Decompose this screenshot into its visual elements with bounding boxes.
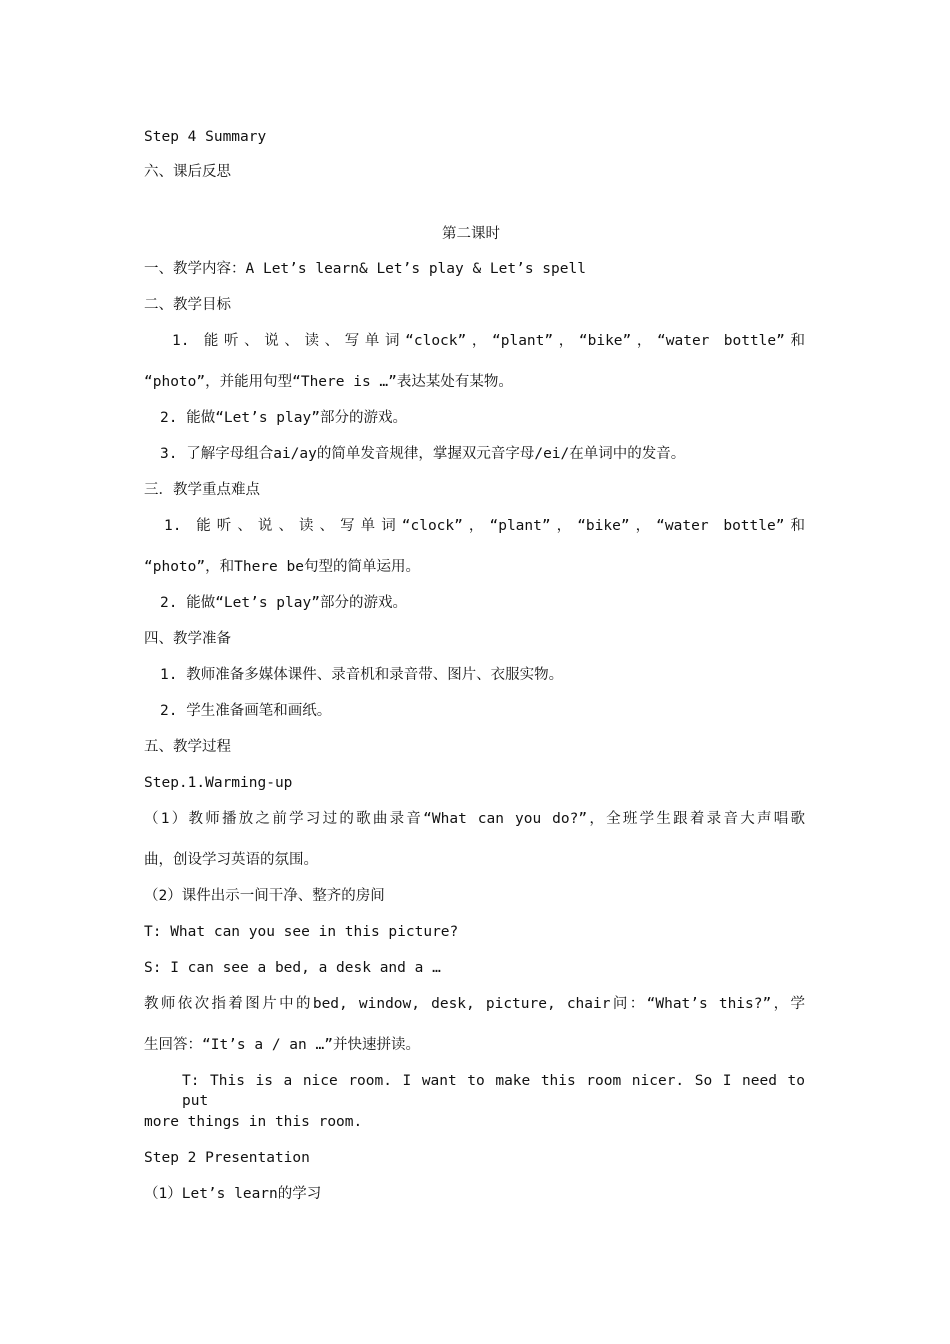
dialogue-teacher-1: T: What can you see in this picture? <box>144 924 459 940</box>
step1-paragraph-1: （1）教师播放之前学习过的歌曲录音“What can you do?”，全班学生跟着录音大声唱歌 <box>144 811 805 827</box>
lesson-title: 第二课时 <box>442 226 500 242</box>
dialogue-student-1: S: I can see a bed, a desk and a … <box>144 960 441 976</box>
step1-paragraph-3-cont: 生回答：“It’s a / an …”并快速拼读。 <box>144 1037 420 1053</box>
section-three-heading: 三．教学重点难点 <box>144 482 260 498</box>
dialogue-teacher-2: T: This is a nice room. I want to make this room nicer. So I need to put <box>182 1073 805 1109</box>
step1-paragraph-1-cont: 曲，创设学习英语的氛围。 <box>144 852 318 868</box>
step4-summary-heading: Step 4 Summary <box>144 129 267 145</box>
dialogue-teacher-2-cont: more things in this room. <box>144 1114 363 1130</box>
goal-item-2: 2. 能做“Let’s play”部分的游戏。 <box>160 410 407 426</box>
keypoint-item-1-cont: “photo”，和There be句型的简单运用。 <box>144 559 420 575</box>
goal-item-1: 1. 能听、说、读、写单词“clock”，“plant”，“bike”，“water bottle”和 <box>172 333 805 349</box>
keypoint-item-2: 2. 能做“Let’s play”部分的游戏。 <box>160 595 407 611</box>
goal-item-1-cont: “photo”，并能用句型“There is …”表达某处有某物。 <box>144 374 513 390</box>
step2-heading: Step 2 Presentation <box>144 1150 310 1166</box>
step1-heading: Step.1.Warming-up <box>144 775 293 791</box>
step1-paragraph-3: 教师依次指着图片中的bed, window, desk, picture, chair问：“What’s this?”，学 <box>144 996 805 1012</box>
step1-paragraph-2: （2）课件出示一间干净、整齐的房间 <box>144 888 385 904</box>
step2-item-1: （1）Let’s learn的学习 <box>144 1186 322 1202</box>
prep-item-1: 1. 教师准备多媒体课件、录音机和录音带、图片、衣服实物。 <box>160 667 564 683</box>
section-six-heading: 六、课后反思 <box>144 164 231 180</box>
section-four-heading: 四、教学准备 <box>144 631 231 647</box>
section-two-heading: 二、教学目标 <box>144 297 231 313</box>
section-one-content: 一、教学内容：A Let’s learn& Let’s play & Let’s spell <box>144 261 586 277</box>
prep-item-2: 2. 学生准备画笔和画纸。 <box>160 703 332 719</box>
section-five-heading: 五、教学过程 <box>144 739 231 755</box>
goal-item-3: 3. 了解字母组合ai/ay的简单发音规律，掌握双元音字母/ei/在单词中的发音。 <box>160 446 686 462</box>
keypoint-item-1: 1. 能听、说、读、写单词“clock”，“plant”，“bike”，“water bottle”和 <box>164 518 805 534</box>
